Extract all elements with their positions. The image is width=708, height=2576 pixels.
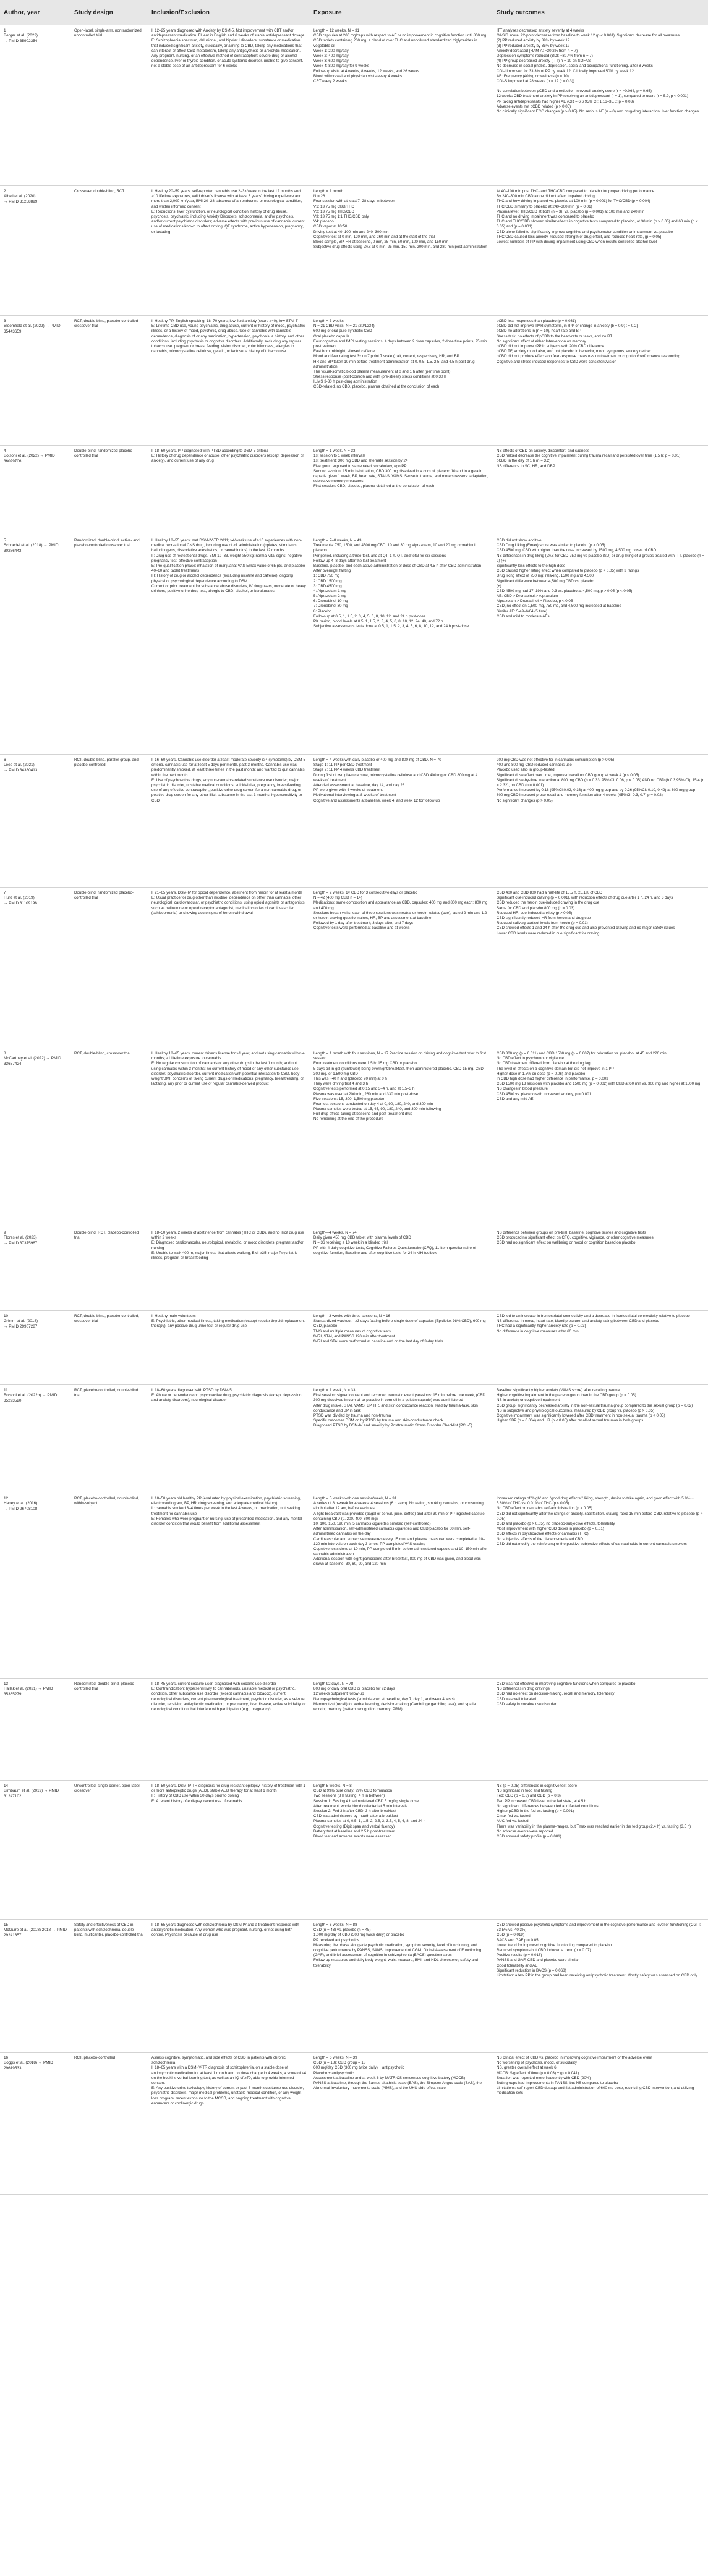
cell-design: Double-blind, randomized placebo-controlled trial [74,449,134,459]
cell-design: Open-label, single-arm, nonrandomized, uncontrolled trial [74,28,144,38]
table-row [0,446,708,535]
cell-exposure: Length—4 weeks, N = 74 Daily given 450 mg CBD tablet with plasma levels of CBD N = 36 receiving a 10 week in a blinded trial PP with 4 daily cognitive tests, Cognitive Failures Questionnaire (CFQ), 11-item questionnaire of cognitive function, Baseline and after cognitive tests for 24 h NIH toolbox [313,1231,476,1255]
cell-outcomes: NS clinical effect of CBD vs. placebo in improving cognitive impairment or the adverse event No worsening of psychosis, mood, or suicidality NS, greater overall effect at week 6 MCCB: Sig effect of time (p = 0.03) + (p = 0.041) Sedation was reported more frequently with CBD (20%) Both groups had improvements in PANSS, but NS compared to placebo Limitations: self-report CBD dosage and flat administration of 600 mg dose, restricting CBD intervention, and utilizing medication sets [497,2056,694,2096]
cell-exposure: Length = 6 weeks, N = 39 CBD (n = 18): CBD group = 18 600 mg/day CBD (300 mg twice daily) + antipsychotic Placebo + antipsychotic Assessment at baseline and at week 6 by MATRICS consensus cognitive battery (MCCB) PANSS at baseline, through the Barnes akathisia scale (BAS), the Simpson Angus scale (SAS), the Abnormal involuntary movements scale (AIMS), and the UKU side effect scale [313,2056,482,2091]
cell-exposure: Length = 12 weeks, N = 31 CBD capsules at 200 mg/caps with respect to AE or no improvement in cognitive function until 800 mg CBD tablets containing 200 mg, a blend of over THC and unpolluted standardized triglycerides in vegetable oil Week 1: 200 mg/day Week 2: 400 mg/day Week 3: 600 mg/day Week 4: 800 mg/day for 9 weeks Follow-up visits at 4 weeks, 8 weeks, 12 weeks, and 26 weeks Blood withdrawal and physician visits every 4 weeks CRT every 2 weeks [313,28,487,83]
cell-exposure: Length 92 days, N = 78 800 mg of daily oral CBD or placebo for 92 days 12 weeks outpatient follow-up Neuropsychological tests (administered at baseline, day 7, day 1, and week 4 tests) Memory test (recall) for verbal learning, decision-making (Cambridge gambling task), and spatial working memory (pattern recognition memory; PRM) [313,1682,477,1711]
cell-author: 9 Flores et al. (2023) → PMID 37375967 [4,1231,38,1245]
table-row [0,1781,708,1920]
table-row [0,1385,708,1493]
cell-author: 2 Albell et al. (2020) → PMID 31258899 [4,189,38,204]
cell-exposure: Length = 1 month with four sessions, N = 17 Practice session on driving and cognitive test prior to first session Four treatment conditions were 1.5 h: 15 mg CBD or placebo 5 days oil-in-gel (sunflower) being overnight/breakfast, then administered placebo, CBD 15 mg, CBD 300 mg, or 1,500 mg CBD This was ~40 h and (placebo 20 min) at 0 h They were driving test 4 and 3 h Cognitive tests performed at 0.15 and 3–4 h, and at 1.5–3 h Plasma was used at 200 min, 260 min and 330 min post-dose Five sessions: 15, 300, 1,500 mg placebo Four test sessions conducted on day 4 at 0, 90, 180, 240, and 300 min Plasma samples were tested at 15, 45, 90, 180, 240, and 300 min following Full drug effect, taking at baseline and post-treatment drug No remaining at the end of the procedure [313,1051,486,1122]
cell-outcomes: CBD 400 and CBD 800 had a half-life of 15.5 h, 25.1% of CBD Significant cue-induced craving (p = 0.001), with reduction effects of drug cue after 1 h, 24 h, and 3 days CBD reduced the heroin cue-induced craving in the drug cue Same for CBD and placebo 800 mg (p = 0.03) Reduced HR, cue-induced anxiety (p > 0.05) CBD significantly reduced HR from heroin and drug cue Reduced salivary cortisol levels from heroin (p = 0.01) CBD showed effects 1 and 24 h after the drug cue and also prevented craving and no major safety issues Lower CBD levels were reduced in cue significant for craving [497,891,675,936]
cell-outcomes: ITT analyses decreased anxiety severity at 4 weeks OASIS score, 22-point decrease from baseline to week 12 (p < 0.001). Significant decrease for all measures (2) PP reduced anxiety by 39% by week 12 (3) PP reduced anxiety by 35% by week 12 Anxiety decreased (HAM-A: −30.2% from n = 7) Depression symptoms reduced (BDI: −39.4% from n = 7) (4) PP group decreased anxiety (ITT) n = 10 on SOFAS No decrease in social phobia, depression, social and occupational functioning, after 8 weeks CGI-I improved for 33.3% of PP by week 12, Clinically improved 50% by week 12 AE: Frequency (40%), drowsiness (n = 10) CGI-S improved at 28 weeks (n = 12 (r = 0.3)) No correlation between pCBD and a reduction in overall anxiety score (r = −0.064, p = 0.65) 12 weeks CBD treatment anxiety in PP receiving an antidepressant (r = 1), compared to users (r = 5.9, p < 0.001) PP taking antidepressants had higher AE (OR = 6.6 95% CI: 1.16–35.6; p = 0.03) Adverse events not pCBD related (p > 0.05) No clinically significant ECG changes (p > 0.05). No serious AE (n = 0) and drug-drug interaction, liver function changes [497,28,699,114]
cell-inclusion: I: Healthy 18–55 years; met DSM-IV-TR 2011; ≥4/week use of ≥10 experiences with non-medical recreational CNS drug, including use of ≥1 administration (opiates, stimulants, hallucinogens, dissociative anesthetics, or cannabinoids) in the last 12 months II: Drug use of recreational drugs, BMI 19–33, weight ≥50 kg; normal vital signs; negative pregnancy test, effective contraception E: Pre-qualification phase; inhalation of marijuana; VAS Emax value of 65 pts, and placebo 40–60 and tablet treatments III: History of drug or alcohol dependence (excluding nicotine and caffeine), ongoing physical or psychological dependence according to DSM Current or prior treatment for substance abuse disorders, IV drug users, moderate or heavy drinkers, positive urine drug test, allergic to CBD, alcohol, or barbiturates [151,538,306,593]
table-row [0,2053,708,2195]
header-exposure: Exposure [313,9,342,16]
cell-inclusion: I: 21–65 years, DSM-IV for opioid dependence, abstinent from heroin for at least a month E: Usual practice for drug other than nicotine, dependence on other than cannabis, other neurological; cardiovascular, or psychiatric conditions, using opioid agonists or antagonists such as naltrexone or opioid receptor antagonist, medical histories of cardiovascular, (schizophrenia) or showing acute signs of heroin withdrawal [151,891,305,915]
cell-design: RCT, placebo-controlled, double-blind, within-subject [74,1496,140,1506]
cell-outcomes: At 40–100 min post THC- and THC/CBD compared to placebo for proper driving performance By 240–300 min CBD alone did not affect impaired driving THC and how driving impaired vs. placebo at 100 min (p = 0.001) for THC/CBD (p = 0.004) THC/CBD similarly to placebo at 240–300 min (p = 0.01) Plasma level: THC/CBD at both (n = 3), vs. placebo (p = 0.001) at 100 min and 240 min THC and no driving impairment was compared to placebo THC and THC/CBD showed similar effects in cognitive tests compared to placebo, at 30 min (p > 0.05) and 60 min (p < 0.05) and (p = 0.001) CBD alone failed to significantly improve cognitive and psychomotor condition or impairment vs. placebo THC/CBD caused less anxiety, reduced strength of drug effect, and reduced heart rate, (p = 0.05) Lowest numbers of PP with driving impairment using CBD when results controlled alcohol level [497,189,698,244]
cell-design: RCT, double-blind, placebo-controlled, crossover trial [74,1314,140,1324]
cell-design: Randomized, double-blind, placebo-controlled trial [74,1682,136,1692]
table-row [0,1679,708,1781]
cell-inclusion: Assess cognitive, symptomatic, and side effects of CBD in patients with chronic schizophrenia I: 18–65 years with a DSM-IV-TR diagnosis of schizophrenia, on a stable dose of antipsychotic medication for at least 1 month and no dose change in 4 weeks, a score of ≤4 on the hopkins verbal learning test; as well as an IQ of ≥70, able to provide informed consent E: Any positive urine toxicology, history of current or past 6-month substance use disorder, psychiatric disorders, major medical problems, unstable medical condition, or any weight loss program, recent exposure to the MCCB, and ongoing treatment with cognitive enhancers or cholinergic drugs [151,2056,307,2106]
table-row [0,316,708,446]
table-row [0,25,708,186]
cell-outcomes: CBD 300 mg (p = 0.011) and CBD 1500 mg (p = 0.007) for relaxation vs. placebo, at 45 and 220 min No CBD effect in psychomotor vigilance No CBD treatment differed from placebo at the drug lag The level of effects on a cognitive domain but did not improve in 1 PP Higher dose in 1.5% on dose (p = 0.06) and placebo In CBD high dose had higher difference in performance, p = 0.003 CBD 1500 mg 13 sessions with placebo and 1500 mg (p = 0.002) with CBD at 60 min vs. 300 mg and higher at 1500 mg NS changes in blood pressure CBD 4500 vs. placebo with increased anxiety, p = 0.001 CBD and any mild AE [497,1051,701,1101]
table-row [0,1048,708,1227]
table-row [0,755,708,888]
cell-inclusion: I: 16–60 years, Cannabis use disorder at least moderate severity (≥4 symptoms) by DSM-5 criteria, cannabis use for at least 5 days per month, past 3 months. Cannabis use was predominantly smoked, at least three times in the past month; and wanted to quit cannabis within the next month E: Use of psychoactive drugs, any non-cannabis-related substance use disorder; major psychiatric disorder, unstable medical conditions, suicidal risk, pregnancy, breastfeeding, use of any effective contraception, positive urine drug screen for a non-cannabis drug, or positive drug screen for any other illicit substance in the last 3 months, hypersensitivity to CBD [151,758,305,803]
cell-outcomes: CBD was not effective in improving cognitive functions when compared to placebo NS differences in drug cravings CBD had no effect on decision-making, recall and memory, tolerability CBD was well tolerated CBD safety in cocaine use disorder [497,1682,636,1706]
cell-author: 11 Bolsoni et al. (2022b) → PMID 35293520 [4,1388,58,1403]
cell-exposure: Length = 2 weeks, 1× CBD for 3 consecutive days or placebo N = 42 (400 mg CBD n = 14) Medications: same composition and appearance as CBD, capsules: 400 mg and 800 mg each; 800 mg and 400 mg Sessions began visits, each of three sessions was neutral or heroin-related (cue), lasted 2 min and 1.2 or heroin craving questionnaires, HR, BP and assessment at baseline Followed by 1 day after treatment; 3 days after, and 7 days Cognitive tests were performed at baseline and at weeks [313,891,488,931]
cell-exposure: Length = 1 week, N = 33 First session: signed consent and recorded traumatic event (sessions: 15 min before one week, (CBD 300 mg dissolved in corn oil or placebo in corn oil in a gelatin capsule) was administered After drug intake, STAI, VAMS, BP, HR, and skin conductance reaction, read by trauma-task, skin conductance and BP in task PTSD was divided by trauma and non-trauma Specific outcomes DSM on by PTSD by trauma and skin-conductance check Diagnosed PTSD by DSM-IV and severity by Posttraumatic Stress Disorder Checklist (PCL-5) [313,1388,485,1428]
cell-inclusion: I: Healthy PP, English speaking, 18–70 years; low fluid anxiety (score ≥40), low STAI-T E: Lifetime CBD use, young psychiatric, drug abuse, current or history of mood, psychiatric illness, or a history of mood, psychotic, drug abuse. Use of cannabis with cannabis dependence, diagnosis of or any medication, hypertension, psychosis, a history, and other conditions, including psychosis or cognitive disorders. Additionally, excluding any regular tobacco use, pregnant or breast feeding, vision disorder, color blindness, allergies to cannabis, microcrystalline cellulose, gelatin, or lactose; a history of tobacco use [151,319,305,354]
cell-exposure: Length = 1 week, N = 33 1st session to 1 week intervals 1st treatment: 300 mg CBD and alternate session by 24 Five group exposed to same rated, vocabulary, ego PP Second session: 15 min habituation, CBD 300 mg dissolved in a corn oil placebo 10 and in a gelatin capsule given 1 week, BP, heart rate, STAI-S, VAMS, Sense to trauma, and more stressors: adaptation, subjective memory measures First session: CBD, placebo, plasma obtained at the conclusion of each [313,449,488,489]
cell-design: RCT, placebo-controlled [74,2056,116,2060]
cell-author: 16 Boggs et al. (2018) → PMID 29619533 [4,2056,53,2070]
table-row [0,1920,708,2053]
cell-exposure: Length—3 weeks with three sessions, N = 16 Standardized washout—≥3 days fasting before single-dose of capsules (Epidiolex 98% CBD), 600 mg CBD, placebo TMS and multiple measures of cognitive tests fMRI, STAI, and PANSS 120 min after treatment fMRI and STAI were performed at baseline and on the last day of 3-day trials [313,1314,486,1344]
cell-inclusion: I: 18–45 years, current cocaine user, diagnosed with cocaine use disorder E: Contraindication; hypersensitivity to cannabinoids, unstable medical or psychiatric, condition, other substance use disorder (except cannabis and tobacco), current neurological disorders, current pharmacological treatment, psychotic disorder, as a seizure disorder, receiving antiepileptic medication; or pregnancy, liver disease, active suicidality, or neurological condition that interfere with participation (e.g., pregnancy) [151,1682,306,1711]
cell-design: RCT, double-blind, parallel group, and placebo-controlled [74,758,140,768]
cell-author: 13 Hallak et al. (2021) → PMID 35365279 [4,1682,53,1697]
cell-outcomes: CBD led to an increase in frontostriatal connectivity and a decrease in frontostriatal connectivity relative to placebo NS difference in mood, heart rate, blood pressure, and anxiety rating between CBD and placebo THC had a significantly higher anxiety rate (p = 0.03) No difference in cognitive measures after 60 min [497,1314,690,1334]
cell-inclusion: I: Healthy 18–65 years, current driver's license for ≥1 year, and not using cannabis within 4 months; ≥1 lifetime exposure to cannabis E: No regular consumption of cannabis or any other drugs in the last 1 month; and not using cannabis within 3 months; no current history of mood or any other substance use disorder, psychiatric disorder, current medication with potential interaction to CBD, body weight/BMI, concerns of taking current drugs or medications, pregnancy, breastfeeding, or lactating, any prior or current use of regular cannabis-derived product [151,1051,305,1087]
cell-author: 6 Lees et al. (2021) → PMID 34380413 [4,758,38,773]
header-author: Author, year [4,9,40,16]
cell-outcomes: NS effects of CBD on anxiety, discomfort, and sadness CBD helped decrease the cognitive impairment during trauma recall and persisted over time (1.5 h; p = 0.01) pCBD in the day of 1 h (n = 3.2) NS difference in SC, HR, and DBP [497,449,681,468]
table-row [0,535,708,755]
header-outcomes: Study outcomes [497,9,545,16]
cell-outcomes: CBD did not show additive CBD Drug Liking (Emax) score was similar to placebo (p > 0.05) CBD 4500 mg: CBD with higher than the dose increased by 1500 mg, 4,500 mg doses of CBD NS differences in drug liking (VAS for CBD 750 mg vs placebo (SD) or drug liking of 3 groups treated with ITT, placebo (n = 2) (+) Significantly less effects to the high dose CBD caused higher rating effect when compared to placebo (p < 0.05) with 3 ratings Drug liking effect of 750 mg: relaxing, 1500 mg and 4,500 Significant difference between 4,500 mg CBD vs. placebo (+) CBD 4500 mg had 17–19% and 0.3 vs. placebo at 4,500 mg, p > 0.05 (p < 0.05) AE: CBD > Dronabinol > Alprazolam Alprazolam > Dronabinol > Placebo, p < 0.05 CBD, no effect on 1,500 mg, 750 mg, and 4,500 mg increased at baseline Similar AE: 5/49–6/64 (5 time) CBD and mild to moderate AEs [497,538,704,619]
cell-exposure: Length = 7–8 weeks, N = 43 Treatments: 750, 1500, and 4500 mg CBD, 10 and 30 mg alprazolam, 10 and 20 mg dronabinol; placebo Per period, including a three-test, and at QT, 1 h. QT, and total for six sessions Follow-up 4–8 days after the last treatment Baseline, placebo, and each active administration of dose of CBD at 4.5 h after CBD administration After overnight fasting 1: CBD 750 mg 2: CBD 1500 mg 3: CBD 4500 mg 4: Alprazolam 1 mg 5: Alprazolam 2 mg 6: Dronabinol 10 mg 7: Dronabinol 30 mg 8: Placebo Follow-up at 0.5, 1, 1.5, 2, 3, 4, 5, 6, 8, 10, 12, and 24 h post-dose PK period, blood levels at 0.5, 1, 1.5, 2, 3, 4, 5, 6, 8, 10, 12, 24, 48, and 72 h Subjective assessments tests done at 0.5, 1, 1.5, 2, 3, 4, 5, 6, 8, 10, 12, and 24 h post-dose [313,538,482,629]
cell-exposure: Length = 4 weeks with daily placebo or 400 mg and 800 mg of CBD, N = 70 Stage 1: 11 PP per CBD treatment Stage 2: 11 PP 4 weeks CBD treatment During first of two given capsule, microcrystalline cellulose and CBD 400 mg or CBD 800 mg at 4 weeks of treatment Attended assessment at baseline, day 14, and day 28 PP were given with 4 weeks of treatment Motivational interviewing at 8 weeks of treatment Cognitive and assessments at baseline, week 4, and week 12 for follow-up [313,758,478,803]
cell-design: Safety and effectiveness of CBD in patients with schizophrenia, double-blind, multicenter, placebo-controlled trial [74,1923,144,1938]
header-inclusion: Inclusion/Exclusion [151,9,210,16]
cell-author: 12 Haney et al. (2016) → PMID 26708108 [4,1496,38,1511]
cell-author: 8 McCartney et al. (2022) → PMID 33657424 [4,1051,61,1066]
cell-design: Uncontrolled, single-center, open-label, crossover [74,1784,142,1794]
cell-inclusion: I: 12–25 years diagnosed with Anxiety by DSM-5. Not improvement with CBT and/or antidepressant medication. Fluent in English and 6 weeks of stable antidepressant dosage E: Schizophrenia spectrum, delusional, and bipolar I disorders; substance or medication that induced significant anxiety, suicidality, or aiming to CBD, taking any medications that can interact or affect CBD metabolism, taking any antipsychotic or anxiolytic medication. Any pregnant, nursing, or an effective method of contraception; severe drug or alcohol dependence, liver or thyroid condition, or acute systemic disorder, unable to give consent, not a stable dose of an antidepressant for 6 weeks [151,28,305,69]
cell-inclusion: I: 18–65 years diagnosed with schizophrenia by DSM-IV and a treatment response with antipsychotic medication. Any women who was pregnant, nursing, or not using birth control. Psychosis because of drug use [151,1923,301,1938]
cell-design: Randomized, double-blind, active- and placebo-controlled crossover trial [74,538,141,548]
cell-inclusion: I: Healthy 20–59 years, self-reported cannabis use 2–3×/week in the last 12 months and >10 lifetime exposures, valid driver's license with at least 3 years' driving experience and more than 2,000 km/year, BMI 20–28, absence of an endocrine or neurological condition, and written informed consent E: Reductions; liver dysfunction, or neurological condition; history of drug abuse, psychosis, psychiatric, including Anxiety Disorders, schizophrenia, and/or psychosis, and/or current psychiatric disorders; adverse effects with previous use of cannabis; current use of medications known to affect driving, QT syndrome, active hypertension, pregnancy, or lactating [151,189,305,234]
table-row [0,1227,708,1311]
cell-design: RCT, double-blind, placebo-controlled crossover trial [74,319,139,329]
cell-inclusion: I: 18–50 years old healthy PP (evaluated by physical examination, psychiatric screening, electrocardiogram, BP, HR, drug screening, and adequate medical history) II: cannabis smoked 3–4 times per week in the last 4 weeks, no medication, not seeking treatment for cannabis use E: Females who were pregnant or nursing, use of prescribed medication, and any mental-disorder condition that would benefit from additional assessment [151,1496,304,1526]
cell-inclusion: I: 18–50 years, 2 weeks of abstinence from cannabis (THC or CBD), and no illicit drug use within 2 weeks E: Diagnosed cardiovascular, neurological, metabolic, or mood disorders, pregnant and/or nursing E: Unable to walk 400 m, major illness that affects walking, BMI ≥35, major Psychiatric illness, pregnant or breastfeeding [151,1231,304,1260]
cell-exposure: Length = 1 month N = 26 Four session with at least 7–28 days in between V1: 13.75 mg CBD/THC V2: 13.75 mg THC/CBD V3: 13.75 mg 1:1 THC/CBD only V4: placebo CBD vapor at 10:50 Driving test at 40–100 min and 240–300 min Cognitive test at 0 min, 120 min, and 260 min and at the start of the trial Blood sample, BP, HR at baseline, 0 min, 25 min, 50 min, 100 min, and 150 min Subjective drug effects using VAS at 0 min, 25 min, 150 min, 200 min, and 280 min post-administration [313,189,487,250]
cell-design: Double-blind, randomized placebo-controlled trial [74,891,134,900]
cell-inclusion: I: 18–60 years diagnosed with PTSD by DSM-5 E: Abuse or dependence on psychoactive drug, psychiatric diagnosis (except depression and anxiety disorders), neurological disorder [151,1388,302,1403]
table-row [0,186,708,316]
cell-design: Double-blind, RCT, placebo-controlled trial [74,1231,140,1240]
table-header [0,0,708,25]
cell-outcomes: NS difference between groups on pre-trial, baseline, cognitive scores and cognitive tests CBD produced no significant effect on CFQ, cognitive, vigilance, or other cognitive measures CBD had no significant effect on wellbeing or mood or cognition based on placebo [497,1231,654,1245]
cell-exposure: Length = 6 weeks, N = 88 CBD (n = 43) vs. placebo (n = 45) 1,000 mg/day of CBD (500 mg twice daily) or placebo PP received antipsychotics Measuring the phase alongside psychotic medication, symptom severity, level of functioning, and cognitive performance by PANSS, SANS, improvement of CGI-I, Global Assessment of Functioning (GAF), and brief assessment of cognition in schizophrenia (BACS) questionnaires Follow-up measures and daily body weight, waist measure, BMI, and HDL cholesterol; safety and tolerability [313,1923,482,1968]
cell-inclusion: I: 18–60 years, PP diagnosed with PTSD according to DSM-5 criteria E: History of drug dependence or abuse, other psychiatric disorders (except depression or anxiety), and current use of any drug [151,449,304,464]
header-design: Study design [74,9,113,16]
cell-outcomes: 200 mg CBD was not effective for in cannabis consumption (p > 0.05) 400 and 800 mg CBD reduced cannabis use Placebo used also in group-tested Significant dose effect over time, improved recall on CBD group at week 4 (p < 0.05) Significant dose-by-time interaction at 800 mg CBD (b = 0.33, 95% CI: 0.06, p < 0.05) AND no CBD (b 0.3,95%-Cl), 15.4 (n = 2.32), no CBD (n = 0.001) Performance improved by 0.18 (95%CI:0.02, 0.33) at 400 mg group and by 0.26 (95%CI: 0.10, 0.42) at 800 mg group 800 mg CBD improved prose recall and memory function after 4 weeks (95%CI: 0.3, 0.7, p = 0.02) No significant changes (p > 0.05) [497,758,705,803]
cell-outcomes: NS (p = 0.05) differences in cognitive test score NS significant in food and fasting Fed: CBD (p = 0.3) and CBD (p = 0.3) Two PP increased CBD level in the fed state, at 4.5 h No significant differences between fed and fasted conditions Higher pCBD in the fed vs. fasting (p = 0.001) Cmax fed vs. fasted AUC fed vs. fasted There was variability in the plasma-ranges, but Tmax was reached earlier in the fed group (2.4 h) vs. fasting (3.5 h) No adverse events were reported CBD showed safety profile (p = 0.001) [497,1784,691,1839]
cell-design: Crossover, double-blind, RCT [74,189,125,193]
cell-author: 7 Hurd et al. (2019) → PMID 31109198 [4,891,37,905]
cell-author: 5 Schoedel et al. (2018) → PMID 30286443 [4,538,59,553]
cell-author: 4 Bolsoni et al. (2022) → PMID 36029706 [4,449,55,464]
cell-author: 3 Bloomfield et al. (2022) → PMID 35443659 [4,319,61,334]
cell-outcomes: Increased ratings of "high" and "good drug effects," liking, strength, desire to take again, and good effect with 5.8% ~ 5.80% of THC vs. 0.01% of THC (p < 0.05) No CBD effect on cannabis self-administration (p > 0.05) CBD did not significantly alter the ratings of anxiety, satisfaction, craving rated 15 min before CBD, relative to placebo (p > 0.05) CBD and placebo (p > 0.05), no placebo-subjective effects, tolerability Most improvement with higher CBD doses in placebo (p = 0.01) CBD effects in psychoactive effects of cannabis (THC) No subjective effects of the placebo-mediated CBD CBD did not modify the reinforcing or the positive subjective effects of cannabinoids in current cannabis smokers [497,1496,703,1546]
cell-inclusion: I: 18–50 years, DSM-IV-TR diagnosis for drug-resistant epilepsy, history of treatment with 1 or more antiepileptic drugs (AED), stable AED therapy for at least 1 month II: History of CBD use within 30 days prior to dosing E: A recent history of epilepsy, recent use of cannabis [151,1784,305,1803]
cell-outcomes: CBD showed positive psychotic symptoms and improvement in the cognitive performance and level of functioning (CGI-I; 53.5% vs. 40.3%) CBD (p = 0.019) BACS and GAF p = 0.05 Lower trend for improved cognitive functioning compared to placebo Reduced symptoms but CBD induced a trend (p = 0.07) Positive results (p = 0.018) PANSS and GAF, CBD and placebo were similar Good tolerability and AE Significant reduction in BACS (p = 0.068) Limitation: a few PP in the group had been receiving antipsychotic treatment. Mostly safety was assessed on CBD only [497,1923,701,1978]
cell-author: 10 Grimm et al. (2018) → PMID 29907287 [4,1314,38,1329]
cell-design: RCT, double-blind, crossover trial [74,1051,131,1056]
cell-exposure: Length = 5 weeks with one session/week, N = 31 A series of 8 h-week for 4 weeks: 4 sessions (6 h each). No eating, smoking cannabis, or consuming alcohol after 12 am, before each test A light breakfast was provided (bagel or cereal, juice, coffee) and after 30 min of PP ingested capsule containing CBD (0, 200, 400, 800 mg) 10, 100, 150, 190 min, 5 cannabis cigarettes smoked (self-controlled) After administration, self-administered cannabis cigarettes and CBD/placebo for 60 min, self-administered cannabis on the day Cardiovascular and subjective measures every 15 min, and plasma measured were completed at 10–120 min intervals on each day 3 times, PP completed VAS craving Cognitive tests done at 10 min, PP completed 5 min before administered capsule and 10–150 min after cannabis administration Additional session with eight participants after breakfast, 800 mg of CBD was given, and blood was drawn at baseline, 30, 60, 90, and 120 min [313,1496,488,1567]
cell-exposure: Length = 3 weeks N = 21 CBD visits, N = 21 (20/1234) 600 mg of oral pure synthetic CBD Oral placebo capsule Four cognitive and fMRI testing sessions, 4 days between 2 dose capsules, 2 dose time points, 95 min pre-treatment Fast from midnight, allowed caffeine Mood and fear rating test 3x on 7 point 7 scale (trait, current, respectively, HR, and BP HR and BP taken 10 min before treatment administration at 0, 0.5, 1.5, 2.5, and 4.5 h post-drug administration The visual-somatic blood plasma measurement at 0 and 1 h after (per time point) Stress response (post-control) and with (pre-stress) stress conditions at 0.30 h IUMS 3-30 h post-drug administration CBD-related, no CBD, placebo, plasma obtained at the conclusion of each [313,319,487,389]
cell-author: 1 Berger et al. (2022) → PMID 35902354 [4,28,38,43]
cell-author: 14 Birnbaum et al. (2019) → PMID 31247102 [4,1784,59,1799]
cell-author: 15 McGuire et al. (2018) 2018 → PMID 29241357 [4,1923,67,1938]
table-row [0,1311,708,1385]
table-row [0,888,708,1048]
table-row [0,1493,708,1679]
cell-outcomes: pCBD less responses than placebo (p = 0.031) pCBD did not improve TMR symptoms, in rPP or change in anxiety (b = 0.9; t = 0.2) pCBD no alterations in (n = 10), heart rate and BP Stress task: no effects of pCBD to the heart-rate or tasks, and no RT No significant effect of either Intervention on memory pCBD did not improve rPP in subjects with 20% CBD difference pCBD TF, anxiety mood also, and not placebo in behavior, mood symptoms, anxiety neither pCBD did not produce effects on fear-response measures on treatment or cognition/performance responding Cognitive and stress-induced responses to CBD were consistent/vision [497,319,681,364]
cell-inclusion: I: Healthy male volunteers E: Psychiatric, other medical illness, taking medication (except regular thyroid replacement therapy), any positive drug urine test or regular drug use [151,1314,305,1329]
cell-outcomes: Baseline: significantly higher anxiety (VAMS score) after recalling trauma Higher cognitive impairment in the placebo group than in the CBD group (p = 0.05) NS in anxiety or cognitive impairment CBD group: significantly decreased anxiety in the non-sexual trauma group compared to the sexual group (p = 0.02) NS in subjective and physiological outcomes, measured by CBD group vs. placebo (p > 0.05) Cognitive impairment was significantly lowered after CBD treatment in non-sexual trauma (p < 0.05) Higher SBP (p = 0.004) and HR (p < 0.05) after recall of sexual traumas in both groups [497,1388,693,1423]
cell-design: RCT, placebo-controlled, double-blind trial [74,1388,139,1398]
cell-exposure: Length 5 weeks, N = 8 CBD at 99% pure orally, 99% CBD formulation Two sessions (8 h fasting, 4 h in between) Session 1: Fasting 4 h administered CBD 5 mg/kg single dose After treatment, whole blood collected at 5 min intervals Session 2: Fed 3 h after CBD, 3 h after breakfast CBD was administered by mouth after a breakfast Plasma samples at 0, 0.5, 1, 1.5, 2, 2.5, 3, 3.5, 4, 5, 6, 8, and 24 h Cognitive testing (Digit span and verbal fluency) Battery test at baseline and 2.5 h post-treatment Blood test and adverse events were assessed [313,1784,426,1839]
